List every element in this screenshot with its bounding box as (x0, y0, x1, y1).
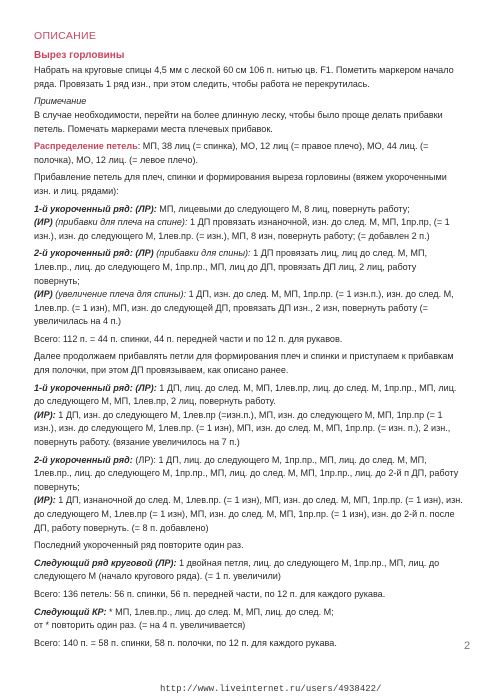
neck-title: Вырез горловины (34, 49, 125, 61)
row1b-label: (ИР) (34, 217, 53, 228)
row2b-text: 1 ДП, изн. до след. М, МП, 1пр.пр. (= 1 изн.п.), изн. до след. М, 1лев.пр. (= 1 изн), МП, изн. до следующей ДП, провязать ДП изн., 2 изн, повернуть работу (= увеличилась на 4 п.) (34, 289, 454, 327)
neck-text: Набрать на круговые спицы 4,5 мм с леской 60 см 106 п. нитью цв. F1. Пометить маркером начало ряда. Провязать 1 ряд изн., при этом следить, чтобы работа не перекрутилась. (34, 65, 454, 89)
note-text: В случае необходимости, перейти на более длинную леску, чтобы было проще делать прибавки петель. Помечать маркерами места плечевых прибавок. (34, 109, 443, 134)
short-row-1b-label: (ИР): (34, 409, 56, 420)
document-page (34, 30, 464, 654)
distribution-paragraph (34, 140, 464, 167)
row2 (34, 247, 464, 329)
next-kr-text-2: от * повторить один раз. (= на 4 п. увеличивается) (34, 620, 246, 631)
page-number: 2 (464, 640, 471, 652)
next-kr-text: * МП, 1лев.пр., лиц. до след. М, МП, лиц. до след. М; (106, 606, 334, 617)
short-row-2b-label: (ИР): (34, 495, 56, 506)
short-row-2-text: (ЛР): 1 ДП, лиц. до следующего М, 1пр.пр., МП, лиц. до след. М, МП, 1лев.пр., лиц. до следующего М, 1пр.пр., МП, лиц. до след. М, МП, 1пр.пр., лиц. до 2-й п ДП, работу повернуть; (34, 454, 459, 492)
short-row-2-label: 2-й укороченный ряд: (34, 454, 133, 465)
total-1: Всего: 112 п. = 44 п. спинки, 44 п. передней части и по 12 п. для рукавов. (34, 333, 343, 344)
short-row-1-text: 1 ДП, лиц. до след. М, МП, 1лев.пр, лиц. до след. М, 1пр.пр., МП, лиц. до следующего М, МП, 1лев.пр, 2 лиц, повернуть работу. (34, 382, 457, 407)
row2b-note: (увеличение плеча для спины): (52, 289, 187, 300)
next-round-text: 1 двойная петля, лиц. до следующего М, 1пр.пр., МП, лиц. до следующего М (начало кругового ряда). (= 1 п. увеличили) (34, 557, 440, 582)
distribution-label: Распределение петель (34, 141, 138, 152)
repeat-text: Последний укороченный ряд повторите один раз. (34, 540, 244, 551)
row2-label: 2-й укороченный ряд: (ЛР) (34, 248, 154, 259)
short-row-1 (34, 382, 464, 450)
short-row-1b-text: 1 ДП, изн. до следующего М, 1лев.пр (=изн.п.), МП, изн. до следующего М, МП, 1пр.пр (= 1 изн.), изн. до следующего М, 1лев.пр. (= 1 изн), МП, изн. до след. М, МП, 1пр.пр. (= изн. п.), 2 изн., повернуть работу. (вязание увеличилось на 7 п.) (34, 409, 451, 448)
footer-url[interactable]: http://www.liveinternet.ru/users/4938422/ (160, 684, 382, 694)
distribution-text: : МП, 38 лиц (= спинка), МО, 12 лиц (= правое плечо), МО, 44 лиц. (= полочка), МО, 12 лиц. (= левое плечо). (34, 141, 429, 165)
section-title: ОПИСАНИЕ (34, 30, 97, 42)
continue-text: Далее продолжаем прибавлять петли для формирования плеч и спинки и приступаем к прибавкам для полочки, при этом ДП провязываем, как описано ранее. (34, 351, 454, 376)
next-kr (34, 606, 464, 633)
next-round-label: Следующий ряд круговой (ЛР): (34, 557, 177, 568)
short-row-1-label: 1-й укороченный ряд: (ЛР): (34, 382, 157, 393)
row1-text: МП, лицевыми до следующего М, 8 лиц, повернуть работу; (156, 203, 410, 214)
total-2: Всего: 136 петель: 56 п. спинки, 56 п. передней части, по 12 п. для каждого рукава. (34, 588, 386, 599)
row1b-text: 1 ДП провязать изнаночной, изн. до след. М, МП, 1пр.пр, (= 1 изн.), изн. до следующего М, 1лев.пр. (= изн.), МП, 8 изн, повернуть работу; (= добавлен 2 п.) (34, 217, 450, 241)
short-row-2 (34, 454, 464, 536)
next-round (34, 557, 464, 584)
increase-intro: Прибавление петель для плеч, спинки и формирования выреза горловины (вяжем укороченными изн. и лиц. рядами): (34, 172, 447, 196)
row1-label: 1-й укороченный ряд: (ЛР): (34, 203, 157, 214)
row1b-note: (прибавки для плеча на спине): (52, 217, 188, 228)
row2b-label: (ИР) (34, 289, 53, 300)
total-3: Всего: 140 п. = 58 п. спинки, 58 п. полочки, по 12 п. для каждого рукава. (34, 637, 337, 648)
next-kr-label: Следующий КР: (34, 606, 107, 617)
note-title: Примечание (34, 96, 87, 107)
row2-text: 1 ДП провязать лиц, лиц до след. М, МП, 1лев.пр., лиц. до следующего М, 1пр.пр., МП, лиц до ДП, провязать ДП лиц, 2 лиц, работу повернуть; (34, 248, 428, 286)
row2-note: (прибавки для спины): (153, 248, 251, 259)
row1-ls (34, 203, 464, 244)
short-row-2b-text: 1 ДП, изнаночной до след. М, 1лев.пр. (= 1 изн), МП, изн. до след. М, МП, 1пр.пр. (= 1 изн), изн. до следующего М, 1лев.пр (= 1 изн), МП, изн. до след. М, МП, 1пр.пр. (= 1 изн), изн. до 2-й п. после ДП, работу повернуть. (= 8 п. добавлено) (34, 495, 463, 533)
